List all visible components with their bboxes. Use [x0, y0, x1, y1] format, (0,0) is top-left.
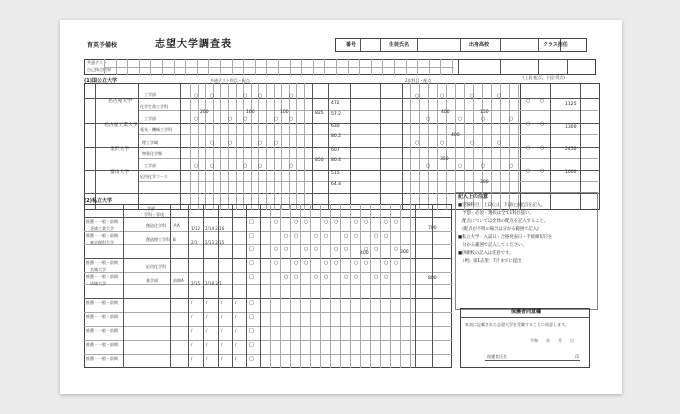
s2-category: 推薦・一般・前期 — [86, 233, 118, 238]
dept-4: 応用化学コース — [140, 174, 168, 179]
slash-mark: / — [206, 328, 208, 333]
total-2: 1300 — [565, 125, 577, 130]
score-c0: 607 — [331, 148, 340, 153]
point-3: 400 — [441, 110, 450, 115]
univ-4: 富山大学 — [110, 170, 130, 175]
s2nd-mark: ○ — [458, 163, 463, 169]
s2-mark: ○ — [344, 233, 349, 239]
page-title: 志望大学調査表 — [155, 39, 232, 50]
survey-sheet — [60, 20, 622, 394]
guardian-seal: 印 — [575, 354, 579, 359]
s2-result: 2/14 2/16 — [205, 226, 225, 231]
s2-mark: ○ — [344, 274, 349, 280]
slash-mark: / — [235, 300, 237, 305]
s2nd-mark: ○ — [470, 140, 475, 146]
s2-date: 2/1 — [191, 240, 198, 245]
s2-total-1: 300 — [400, 250, 409, 255]
s1-mark: ○ — [289, 93, 294, 99]
s2-mark: ○ — [314, 246, 319, 252]
s2-category: 推薦・一般・前期 — [86, 260, 118, 265]
slash-mark: / — [235, 328, 237, 333]
s2-date: 2/15 — [191, 281, 200, 286]
note-line: 分かる範囲で記入してください。 — [458, 243, 527, 248]
s2-mark: ○ — [384, 260, 389, 266]
s2-date: 1/12 — [191, 226, 200, 231]
s2-univ-name: 名城大学 — [90, 267, 106, 272]
s1-mark: ○ — [194, 163, 199, 169]
score-c2: 80.4 — [331, 158, 342, 163]
s2-mark: ○ — [344, 246, 349, 252]
s2nd-mark: ○ — [426, 116, 431, 122]
score-note: (上段:配点、下段:得点) — [523, 75, 565, 80]
s2-faculty: 基学部 — [146, 278, 158, 283]
s1-mark: ○ — [258, 93, 263, 99]
s2nd-mark: ○ — [440, 93, 445, 99]
note-line: ■私立大学：入試日・合格発表日・手続締切日を — [458, 235, 553, 240]
s2-mark: ○ — [364, 260, 369, 266]
s2-category: 推薦・一般・前期 — [86, 328, 118, 333]
s1-mark: ○ — [274, 140, 279, 146]
point-1: 100 — [246, 110, 255, 115]
s1-mark: ○ — [258, 163, 263, 169]
s2-mark: ○ — [354, 219, 359, 225]
s2-mark: ○ — [354, 274, 359, 280]
s2-mark: ○ — [374, 274, 379, 280]
s1-mark: ○ — [243, 93, 248, 99]
faculty-1: 工学部 — [144, 92, 156, 97]
score-b2: 80.2 — [331, 134, 342, 139]
s2nd-mark: ○ — [497, 140, 502, 146]
s2nd-mark: ○ — [481, 116, 486, 122]
s2-mark: ○ — [274, 260, 279, 266]
s1-mark: ○ — [289, 163, 294, 169]
s2-mark: ○ — [274, 219, 279, 225]
section1-title: (1)国公立大学 — [84, 78, 118, 84]
field-homeroom: クラス担任 — [543, 42, 568, 48]
s1-mark: ○ — [194, 93, 199, 99]
s2-category: 推薦・一般・前期 — [86, 356, 118, 361]
s1-mark: ○ — [243, 116, 248, 122]
slash-mark: / — [206, 356, 208, 361]
s2-mark: ○ — [384, 233, 389, 239]
s2-mark: ○ — [374, 233, 379, 239]
s2-mark: ○ — [364, 246, 369, 252]
s2-mark: ○ — [294, 233, 299, 239]
mock-label-2: 自己採点結果 — [87, 67, 111, 72]
s2-univ-name: 芝浦工業大学 — [90, 226, 114, 231]
s2-mark: ○ — [334, 246, 339, 252]
mock-label-1: 共通テスト — [87, 60, 107, 65]
slash-mark: / — [206, 314, 208, 319]
s2-mark: □ — [249, 314, 254, 320]
faculty-4: 工学部 — [144, 163, 156, 168]
guardian-statement: 本表に記載された志望大学を受験することに同意します。 — [465, 322, 569, 327]
slash-mark: / — [221, 328, 223, 333]
univ-3: 金沢大学 — [110, 147, 130, 152]
score-d2: 64.4 — [331, 182, 342, 187]
s2-mark: ○ — [354, 260, 359, 266]
guardian-date: 令和 年 月 日 — [530, 338, 574, 343]
s2-mark: ○ — [394, 260, 399, 266]
point-7: 300 — [480, 180, 489, 185]
slash-mark: / — [235, 356, 237, 361]
note-line: 配点については全体の配点を記入すること。 — [458, 219, 549, 224]
note-line: 予想・必須・選択は全て1科目扱い。 — [458, 211, 534, 216]
s2-mark: ○ — [274, 246, 279, 252]
s1-mark: ○ — [228, 116, 233, 122]
s2-category: 推薦・一般・前期 — [86, 274, 118, 279]
s2-mark: ○ — [314, 233, 319, 239]
s2-mark: ○ — [394, 246, 399, 252]
slash-mark: / — [221, 342, 223, 347]
slash-mark: / — [191, 356, 193, 361]
point-5: 400 — [451, 133, 460, 138]
field-number: 番号 — [346, 42, 357, 48]
s2-univ-name: 東京理科大学 — [90, 240, 114, 245]
s2nd-mark: ○ — [415, 93, 420, 99]
common-test-head: 共通テスト科目・配点 — [210, 78, 250, 83]
score-b0: 630 — [331, 124, 340, 129]
s2-mark: ○ — [314, 274, 319, 280]
s2-mark: ○ — [294, 274, 299, 280]
s2-mark: ○ — [324, 219, 329, 225]
s2-mark: □ — [249, 274, 254, 280]
s2-result: 2/18 3/1 — [205, 281, 222, 286]
s2-mark: ○ — [294, 219, 299, 225]
point-0: 200 — [200, 110, 209, 115]
s2-mark: ○ — [354, 233, 359, 239]
s1-mark: ○ — [540, 145, 545, 151]
s2-exam: 共A — [173, 223, 180, 228]
slash-mark: / — [235, 342, 237, 347]
slash-mark: / — [206, 300, 208, 305]
s2-univ-name: 成城大学 — [90, 281, 106, 286]
s2-faculty: 応用化学科 — [146, 264, 166, 269]
univ-1: 名古屋大学 — [108, 99, 132, 104]
s2nd-mark: ○ — [426, 163, 431, 169]
score-c1: 850 — [315, 158, 324, 163]
s2-category: 推薦・一般・前期 — [86, 342, 118, 347]
s2-mark: ○ — [284, 246, 289, 252]
dept-2: 電気・機械工学科 — [140, 127, 172, 132]
s2nd-mark: ○ — [470, 93, 475, 99]
total-1: 1125 — [565, 102, 577, 107]
s2-mark: □ — [249, 233, 254, 239]
note-line: ■併願校の記入は任意です。 — [458, 251, 514, 256]
s2-mark: ○ — [324, 260, 329, 266]
slash-mark: / — [221, 356, 223, 361]
s2nd-mark: ○ — [509, 116, 514, 122]
s1-mark: ○ — [274, 116, 279, 122]
s2nd-mark: ○ — [415, 140, 420, 146]
s2-category: 推薦・一般・前期 — [86, 300, 118, 305]
s2nd-mark: ○ — [509, 163, 514, 169]
s1-mark: ○ — [526, 121, 531, 127]
s2-mark: □ — [249, 356, 254, 362]
s2-mark: ○ — [394, 219, 399, 225]
s2-exam: B — [173, 237, 176, 242]
total-4: 1000 — [565, 170, 577, 175]
slash-mark: / — [191, 342, 193, 347]
score-d0: 515 — [331, 171, 340, 176]
score-a1: 825 — [315, 111, 324, 116]
s2-category: 推薦・一般・前期 — [86, 314, 118, 319]
s1-mark: ○ — [210, 93, 215, 99]
s1-mark: ○ — [194, 116, 199, 122]
point-6: 350 — [440, 157, 449, 162]
s2-mark: □ — [249, 342, 254, 348]
s2-mark: ○ — [374, 246, 379, 252]
s2-mark: ○ — [304, 219, 309, 225]
slash-mark: / — [235, 314, 237, 319]
s2-mark: ○ — [324, 274, 329, 280]
s2-mark: ○ — [324, 233, 329, 239]
s2-mark: ○ — [364, 219, 369, 225]
s1-mark: ○ — [540, 168, 545, 174]
s1-mark: ○ — [526, 145, 531, 151]
guardian-title: 保護者同意欄 — [511, 309, 542, 315]
section2-title: (2)私立大学 — [84, 198, 113, 204]
s1-mark: ○ — [540, 121, 545, 127]
guardian-signature-label: 保護者氏名 — [487, 354, 507, 359]
dept-1: 化学生命工学科 — [140, 104, 168, 109]
s2nd-mark: ○ — [458, 116, 463, 122]
field-student-name: 生徒氏名 — [389, 42, 410, 48]
univ-2: 名古屋工業大学 — [104, 123, 138, 128]
s2-col-subject: 学科・専攻 — [144, 212, 164, 217]
section2-table — [84, 204, 452, 368]
s2-mark: □ — [249, 260, 254, 266]
note-line: ■受験科目：上段(○)、下段(□)配点を記入。 — [458, 203, 546, 208]
s2-faculty: 創造理工学科 — [146, 237, 170, 242]
note-line: （例）第1志望：7月までに提出 — [458, 259, 522, 264]
s1-mark: ○ — [526, 98, 531, 104]
s2-faculty: 創造化学科 — [146, 223, 166, 228]
school-name: 育英予備校 — [87, 42, 118, 49]
field-highschool: 出身高校 — [469, 42, 490, 48]
s2nd-mark: ○ — [440, 140, 445, 146]
s2nd-mark: ○ — [481, 163, 486, 169]
slash-mark: / — [191, 314, 193, 319]
score-a3: 57.2 — [331, 112, 342, 117]
faculty-3: 理工学域 — [142, 140, 158, 145]
note-line: (配点が不明の場合は分かる範囲で記入) — [458, 227, 539, 232]
s2-mark: ○ — [284, 274, 289, 280]
s2-mark: ○ — [304, 246, 309, 252]
s1-mark: ○ — [210, 163, 215, 169]
slash-mark: / — [191, 300, 193, 305]
second-head: 2次科目・配点 — [405, 78, 432, 83]
s2-total-3: 800 — [428, 276, 437, 281]
s2-mark: □ — [249, 246, 254, 252]
point-4: 150 — [480, 110, 489, 115]
point-2: 100 — [280, 110, 289, 115]
s1-mark: ○ — [289, 116, 294, 122]
s2-col-dept: 学部 — [147, 206, 155, 211]
slash-mark: / — [206, 342, 208, 347]
s2-category: 推薦・一般・前期 — [86, 219, 118, 224]
s2nd-mark: ○ — [497, 93, 502, 99]
s1-mark: ○ — [243, 163, 248, 169]
s2-mark: □ — [249, 300, 254, 306]
s1-mark: ○ — [540, 98, 545, 104]
s2-total-0: 700 — [428, 226, 437, 231]
s2-mark: ○ — [304, 260, 309, 266]
s2-exam: 前期A — [173, 278, 184, 283]
score-a0: 472 — [331, 101, 340, 106]
dept-3: 物質化学類 — [142, 151, 162, 156]
slash-mark: / — [191, 328, 193, 333]
s2-result: 2/13 2/15 — [205, 240, 225, 245]
s2-mark: ○ — [334, 219, 339, 225]
s2-total-2: 400 — [360, 251, 369, 256]
s2-mark: ○ — [334, 260, 339, 266]
s2-mark: ○ — [284, 233, 289, 239]
s2-mark: □ — [249, 328, 254, 334]
slash-mark: / — [221, 314, 223, 319]
s2-mark: ○ — [384, 274, 389, 280]
s2-mark: ○ — [384, 219, 389, 225]
s1-mark: ○ — [526, 168, 531, 174]
s1-mark: ○ — [210, 140, 215, 146]
slash-mark: / — [221, 300, 223, 305]
s2-mark: ○ — [294, 260, 299, 266]
total-3: 2450 — [565, 147, 577, 152]
s1-mark: ○ — [258, 140, 263, 146]
s1-mark: ○ — [228, 140, 233, 146]
faculty-2: 工学部 — [144, 116, 156, 121]
notes-title: 記入上の注意 — [458, 194, 489, 200]
s2-mark: □ — [249, 219, 254, 225]
